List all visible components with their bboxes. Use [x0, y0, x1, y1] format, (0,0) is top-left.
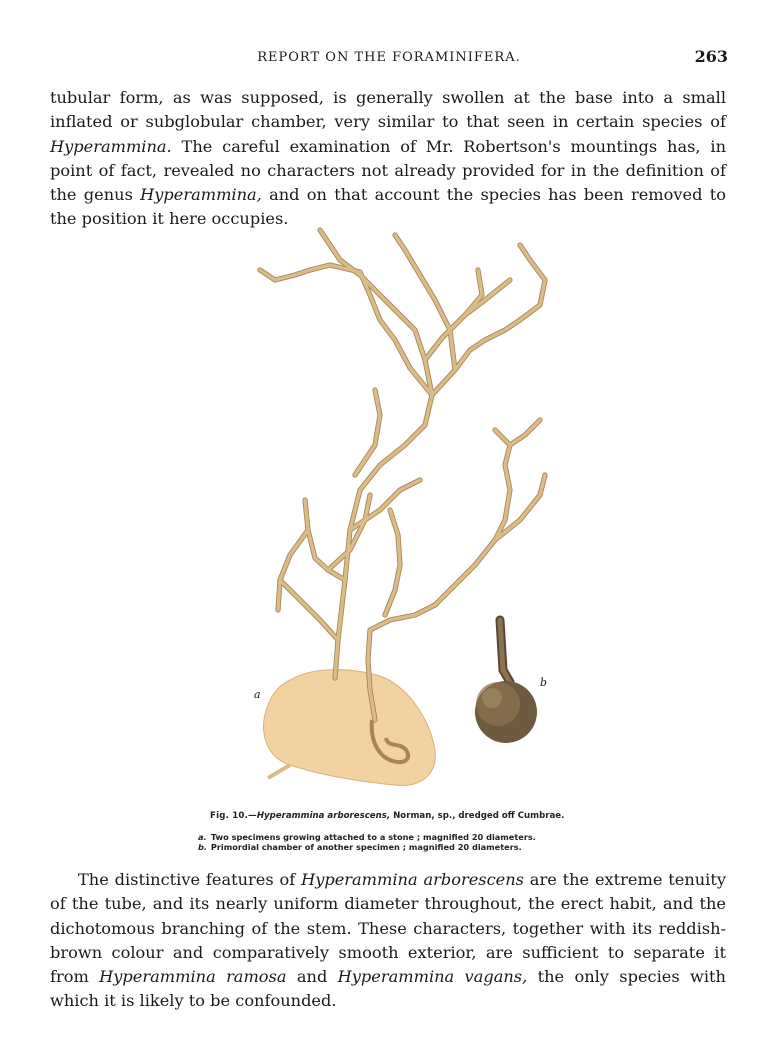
running-title: REPORT ON THE FORAMINIFERA.: [257, 50, 521, 65]
caption-note-key: b.: [198, 842, 207, 852]
paragraph-2: [50, 868, 726, 1014]
genus-name: Hyperammina.: [50, 136, 172, 156]
caption-species: Hyperammina arborescens,: [256, 811, 391, 821]
figure-label-a: a: [254, 688, 261, 701]
para1-text: and on that account the species has been removed to the position it here occupies.: [50, 185, 726, 229]
caption-note-key: a.: [198, 832, 207, 842]
figure-illustration: [220, 220, 580, 790]
species-name: Hyperammina vagans,: [337, 967, 528, 987]
caption-notes: [198, 832, 618, 852]
genus-name: Hyperammina,: [140, 185, 262, 205]
running-head: [50, 47, 728, 69]
figure-label-b: b: [540, 676, 548, 689]
paragraph-1: [50, 86, 726, 232]
para1-text: tubular form, as was supposed, is generally swollen at the base into a small inflated or subglobular chamber, very similar to that seen in certain species of: [50, 88, 726, 132]
para2-text: and: [286, 967, 338, 987]
figure-caption: [210, 811, 630, 821]
caption-note-text: Two specimens growing attached to a stone ; magnified 20 diameters.: [210, 832, 536, 842]
species-name: Hyperammina arborescens: [301, 870, 524, 889]
figure-number: Fig. 10.—: [210, 811, 257, 821]
caption-rest: Norman, sp., dredged off Cumbrae.: [390, 811, 565, 821]
caption-note-a: [198, 832, 618, 842]
para2-text: are the extreme tenuity of the tube, and its nearly uniform diameter throughout, the erect habit, and the dichotomous branching of the stem. These characters, together with its reddish-brown colour and comparatively smooth exterior, are sufficient to separate it from: [50, 870, 726, 987]
page-number: 263: [694, 47, 728, 66]
caption-note-text: Primordial chamber of another specimen ; magnified 20 diameters.: [210, 842, 522, 852]
para2-text: the only species with which it is likely to be confounded.: [50, 967, 726, 1011]
para1-text: The careful examination of Mr. Robertson's mountings has, in point of fact, revealed no characters not already provided for in the definition of the genus: [50, 136, 726, 205]
para2-text: The distinctive features of: [78, 870, 302, 889]
caption-note-b: [198, 842, 618, 852]
species-name: Hyperammina ramosa: [99, 967, 287, 987]
stone-illustration: [264, 670, 436, 786]
primordial-chamber-illustration: [475, 620, 537, 743]
